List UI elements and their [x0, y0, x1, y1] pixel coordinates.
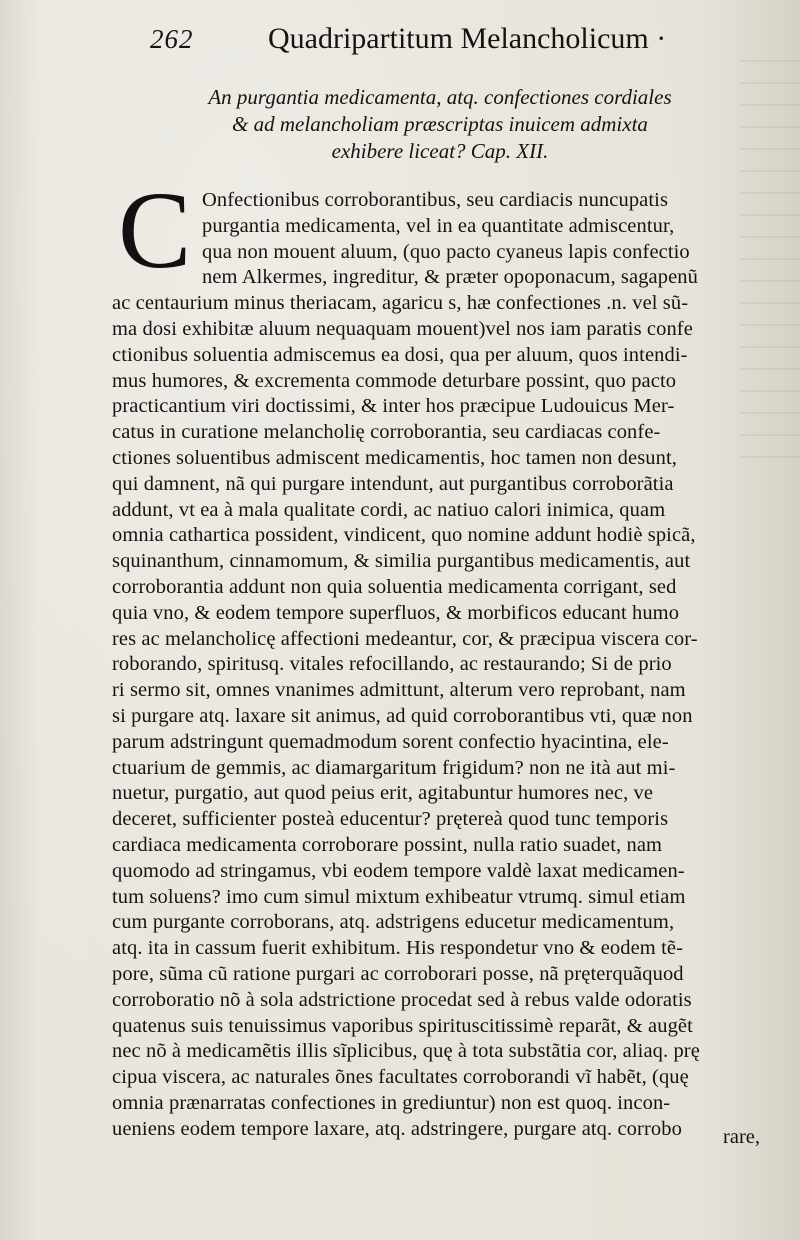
text-line: ac centaurium minus theriacam, agaricu s, hæ confectiones .n. vel sũ- [112, 292, 689, 315]
text-line: catus in curatione melancholię corroborantia, seu cardiacas confe- [112, 421, 661, 444]
text-line: cardiaca medicamenta corroborare possint, nulla ratio suadet, nam [112, 834, 663, 856]
text-line: corroboratio nõ à sola adstrictione procedat sed à rebus valde odoratis [112, 988, 692, 1011]
chapter-heading [160, 84, 720, 165]
text-line: ri sermo sit, omnes vnanimes admittunt, alterum vero reprobant, nam [112, 679, 686, 702]
page-number: 262 [150, 24, 194, 54]
text-line: squinanthum, cinnamomum, & similia purgantibus medicamentis, aut [112, 550, 691, 573]
text-line: qui damnent, nã qui purgare intendunt, aut purgantibus corroborãtia [112, 472, 674, 495]
chapter-heading-line: An purgantia medicamenta, atq. confectiones cordiales [208, 85, 672, 109]
drop-cap: C [118, 169, 192, 291]
text-line: cum purgante corroborans, atq. adstrigens educetur medicamentum, [112, 911, 675, 934]
text-line: tum soluens? imo cum simul mixtum exhibeatur vtrumq. simul etiam [112, 885, 686, 908]
text-line: parum adstringunt quemadmodum sorent confectio hyacintina, ele- [112, 730, 669, 753]
running-title: Quadripartitum Melancholicum · [268, 22, 667, 55]
text-line: pore, sũma cũ ratione purgari ac corroborari posse, nã pręterquãquod [112, 963, 684, 985]
text-line: deceret, sufficienter posteà educentur? prętereà quod tunc temporis [112, 808, 669, 831]
text-line: si purgare atq. laxare sit animus, ad quid corroborantibus vti, quæ non [112, 705, 693, 727]
text-line: ctuarium de gemmis, ac diamargaritum frigidum? non ne ità aut mi- [112, 756, 676, 779]
text-line: corroborantia addunt non quia soluentia medicamenta corrigant, sed [112, 576, 677, 598]
text-line: addunt, vt ea à mala qualitate cordi, ac natiuo calori inimica, quam [112, 498, 666, 521]
text-line: omnia prænarratas confectiones in grediuntur) non est quoq. incon- [112, 1092, 671, 1114]
text-line: qua non mouent aluum, (quo pacto cyaneus lapis confectio [202, 240, 690, 263]
chapter-heading-line: & ad melancholiam præscriptas inuicem admixta [232, 112, 648, 136]
text-line: nuetur, purgatio, aut quod peius erit, agitabuntur humores nec, ve [112, 782, 654, 805]
text-line: quia vno, & eodem tempore superfluos, & morbificos educant humo [112, 601, 680, 624]
text-line: nem Alkermes, ingreditur, & præter opoponacum, sagapenũ [202, 266, 698, 289]
text-line: purgantia medicamenta, vel in ea quantitate admiscentur, [202, 214, 675, 237]
text-line: mus humores, & excrementa commode deturbare possint, quo pacto [112, 369, 677, 392]
text-line: roborando, spiritusq. vitales refocillando, ac restaurando; Si de prio [112, 653, 672, 676]
text-line: omnia cathartica possident, vindicent, quo nomine addunt hodiè spicã, [112, 524, 696, 547]
text-line: nec nõ à medicamẽtis illis sĩplicibus, quę à tota substãtia cor, aliaq. prę [112, 1040, 700, 1063]
text-line: practicantium viri doctissimi, & inter hos præcipue Ludouicus Mer- [112, 395, 675, 418]
bleed-through-shadow [740, 60, 800, 460]
text-line: quatenus suis tenuissimus vaporibus spirituscitissimè reparãt, & augẽt [112, 1014, 693, 1037]
running-head [150, 20, 710, 66]
text-line: atq. ita in cassum fuerit exhibitum. His respondetur vno & eodem tẽ- [112, 937, 683, 960]
text-line: res ac melancholicę affectioni medeantur, cor, & præcipua viscera cor- [112, 627, 698, 650]
text-line: ueniens eodem tempore laxare, atq. adstringere, purgare atq. corrobo [112, 1117, 682, 1140]
text-line: ma dosi exhibitæ aluum nequaquam mouent)vel nos iam paratis confe [112, 318, 693, 340]
text-line: cipua viscera, ac naturales õnes facultates corroborandi vĩ habẽt, (quę [112, 1066, 689, 1089]
catchword: rare, [723, 1126, 760, 1148]
text-line: ctionibus soluentia admiscemus ea dosi, qua per aluum, quos intendi- [112, 343, 688, 366]
text-line: ctiones soluentibus admiscent medicamentis, hoc tamen non desunt, [112, 447, 678, 469]
text-line: quomodo ad stringamus, vbi eodem tempore valdè laxat medicamen- [112, 859, 685, 882]
chapter-heading-line: exhibere liceat? Cap. XII. [331, 139, 549, 163]
text-line: Onfectionibus corroborantibus, seu cardiacis nuncupatis [202, 189, 669, 211]
